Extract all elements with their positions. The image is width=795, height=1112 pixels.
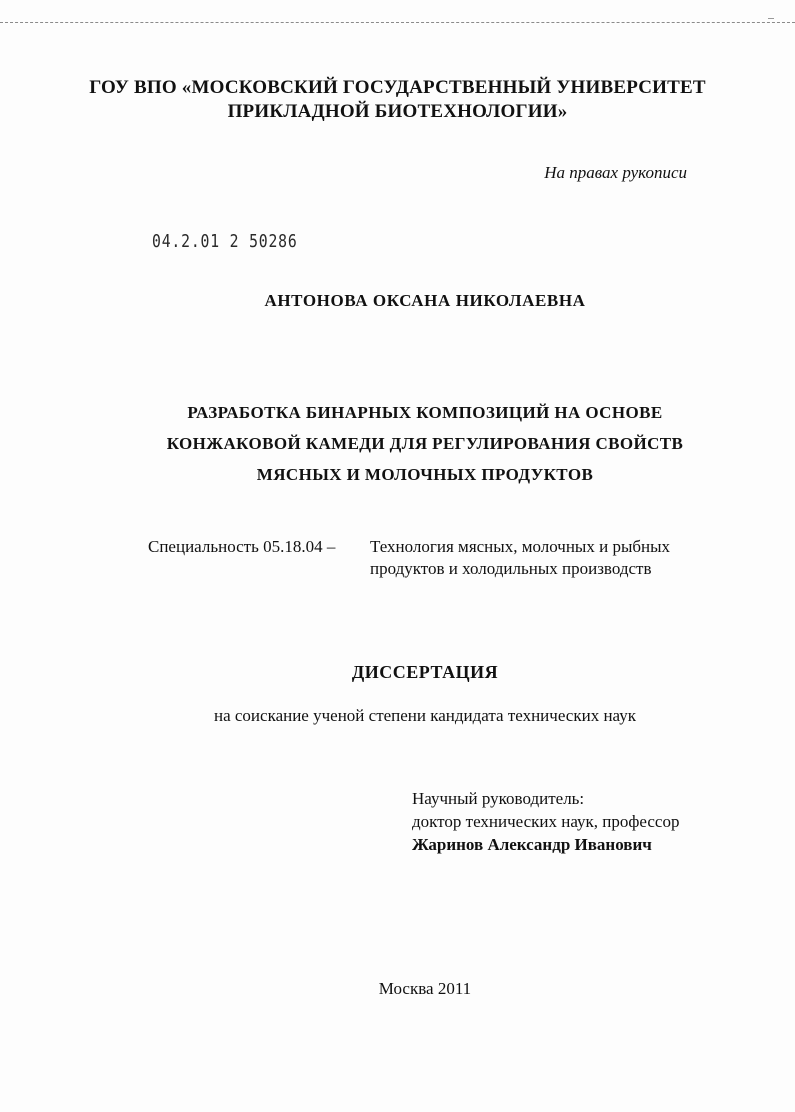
organization-line-1: ГОУ ВПО «МОСКОВСКИЙ ГОСУДАРСТВЕННЫЙ УНИВЕРСИТЕТ: [89, 77, 706, 98]
thesis-title-line-2: КОНЖАКОВОЙ КАМЕДИ ДЛЯ РЕГУЛИРОВАНИЯ СВОЙСТВ: [166, 434, 684, 453]
organization-header: [0, 76, 795, 124]
organization-line-2: ПРИКЛАДНОЙ БИОТЕХНОЛОГИИ»: [227, 101, 568, 122]
specialty-label: Специальность 05.18.04 –: [148, 537, 336, 556]
specialty-value: [370, 536, 670, 580]
thesis-title-line-3: МЯСНЫХ И МОЛОЧНЫХ ПРОДУКТОВ: [256, 465, 594, 484]
thesis-title-line-1: РАЗРАБОТКА БИНАРНЫХ КОМПОЗИЦИЙ НА ОСНОВЕ: [187, 403, 663, 422]
degree-statement: на соискание ученой степени кандидата технических наук: [213, 706, 636, 725]
specialty-value-line-2: продуктов и холодильных производств: [370, 559, 652, 578]
specialty-value-line-1: Технология мясных, молочных и рыбных: [370, 537, 671, 556]
scan-edge-mark: [768, 18, 774, 25]
document-type: ДИССЕРТАЦИЯ: [351, 662, 499, 682]
supervisor-position: доктор технических наук, профессор: [412, 812, 680, 831]
supervisor-block: [412, 787, 679, 856]
archive-stamp: 04.2.01 2 50286: [152, 231, 298, 252]
supervisor-name: Жаринов Александр Иванович: [412, 835, 652, 854]
manuscript-rights-note: На правах рукописи: [544, 163, 687, 182]
author-name: АНТОНОВА ОКСАНА НИКОЛАЕВНА: [264, 291, 586, 310]
thesis-title: [0, 397, 795, 490]
scan-edge-line: [0, 22, 795, 23]
supervisor-label: Научный руководитель:: [412, 789, 585, 808]
city-year: Москва 2011: [378, 979, 472, 998]
